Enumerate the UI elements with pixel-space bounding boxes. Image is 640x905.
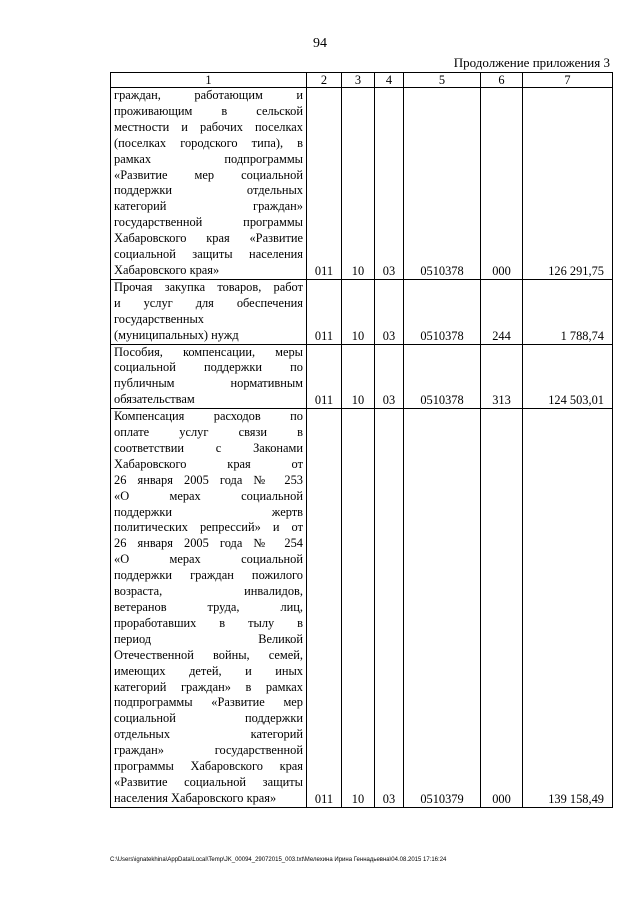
table-header-row [111, 73, 613, 88]
description-line: и услуг для обеспечения [114, 295, 303, 310]
cell-c6: 000 [481, 409, 523, 808]
description-line: социальной защиты населения [114, 247, 303, 262]
description-line: соответствии с Законами [114, 440, 303, 455]
cell-c7: 1 788,74 [523, 279, 613, 344]
description-line: обязательствам [114, 392, 195, 407]
description-line: категорий граждан» в рамках [114, 679, 303, 694]
description-line: государственных [114, 311, 205, 326]
table-row [111, 88, 613, 280]
cell-c4: 03 [375, 344, 404, 409]
cell-c3: 10 [342, 88, 375, 280]
cell-c2: 011 [307, 409, 342, 808]
cell-c4: 03 [375, 409, 404, 808]
cell-c3: 10 [342, 409, 375, 808]
header-col-6: 6 [481, 73, 523, 88]
cell-c5: 0510378 [404, 88, 481, 280]
table-row [111, 279, 613, 344]
header-col-5: 5 [404, 73, 481, 88]
table-row [111, 409, 613, 808]
row-description [111, 279, 307, 344]
description-line: 26 января 2005 года № 254 [114, 536, 303, 551]
description-line: Хабаровского края» [114, 262, 220, 277]
cell-c6: 244 [481, 279, 523, 344]
cell-c7: 139 158,49 [523, 409, 613, 808]
cell-c7: 126 291,75 [523, 88, 613, 280]
description-line: возраста, инвалидов, [114, 584, 303, 599]
cell-c4: 03 [375, 279, 404, 344]
description-line: Компенсация расходов по [114, 409, 303, 424]
budget-table [110, 72, 613, 808]
description-line: «О мерах социальной [114, 488, 303, 503]
header-col-4: 4 [375, 73, 404, 88]
description-line: 26 января 2005 года № 253 [114, 472, 303, 487]
description-line: поддержки жертв [114, 504, 303, 519]
cell-c4: 03 [375, 88, 404, 280]
description-line: имеющих детей, и иных [114, 663, 303, 678]
cell-c5: 0510378 [404, 344, 481, 409]
cell-c6: 000 [481, 88, 523, 280]
description-line: подпрограммы «Развитие мер [114, 695, 303, 710]
description-line: Пособия, компенсации, меры [114, 344, 303, 359]
cell-c3: 10 [342, 344, 375, 409]
header-col-2: 2 [307, 73, 342, 88]
description-line: местности и рабочих поселках [114, 119, 303, 134]
row-description [111, 344, 307, 409]
cell-c6: 313 [481, 344, 523, 409]
description-line: социальной поддержки [114, 711, 303, 726]
cell-c3: 10 [342, 279, 375, 344]
row-description [111, 88, 307, 280]
description-line: населения Хабаровского края» [114, 790, 277, 805]
description-line: поддержки граждан пожилого [114, 568, 303, 583]
row-description [111, 409, 307, 808]
description-line: граждан» государственной [114, 743, 303, 758]
description-line: отдельных категорий [114, 727, 303, 742]
description-line: ветеранов труда, лиц, [114, 600, 303, 614]
description-line: период Великой [114, 631, 303, 646]
cell-c2: 011 [307, 279, 342, 344]
description-line: Прочая закупка товаров, работ [114, 279, 303, 294]
description-line: социальной поддержки по [114, 360, 303, 375]
description-line: поддержки отдельных [114, 183, 303, 198]
description-line: (поселках городского типа), в [114, 135, 303, 150]
header-col-1: 1 [111, 73, 307, 88]
continuation-label: Продолжение приложения 3 [453, 55, 610, 70]
description-line: публичным нормативным [114, 376, 303, 391]
table-row [111, 344, 613, 409]
cell-c2: 011 [307, 88, 342, 280]
description-line: Хабаровского края от [114, 456, 303, 471]
header-col-3: 3 [342, 73, 375, 88]
page-number: 94 [313, 36, 327, 51]
cell-c5: 0510378 [404, 279, 481, 344]
description-line: государственной программы [114, 215, 303, 230]
description-line: проживающим в сельской [114, 103, 303, 118]
description-line: «Развитие мер социальной [114, 167, 303, 182]
description-line: Отечественной войны, семей, [114, 647, 303, 662]
cell-c5: 0510379 [404, 409, 481, 808]
description-line: программы Хабаровского края [114, 759, 303, 774]
description-line: проработавших в тылу в [114, 615, 303, 630]
cell-c2: 011 [307, 344, 342, 409]
description-line: категорий граждан» [114, 199, 303, 214]
cell-c7: 124 503,01 [523, 344, 613, 409]
file-path-footer: C:\Users\ignatekhina\AppData\Local\Temp\JK_00094_29072015_003.txt\Мелехина Ирина Геннадьевна\04.08.2015 17:16:24 [110, 857, 447, 863]
description-line: политических репрессий» и от [114, 520, 303, 535]
description-line: рамках подпрограммы [114, 151, 303, 166]
description-line: «Развитие социальной защиты [114, 774, 303, 789]
description-line: оплате услуг связи в [114, 425, 303, 440]
header-col-7: 7 [523, 73, 613, 88]
description-line: граждан, работающим и [114, 88, 303, 102]
description-line: (муниципальных) нужд [114, 327, 239, 342]
description-line: «О мерах социальной [114, 552, 303, 567]
description-line: Хабаровского края «Развитие [114, 231, 303, 246]
